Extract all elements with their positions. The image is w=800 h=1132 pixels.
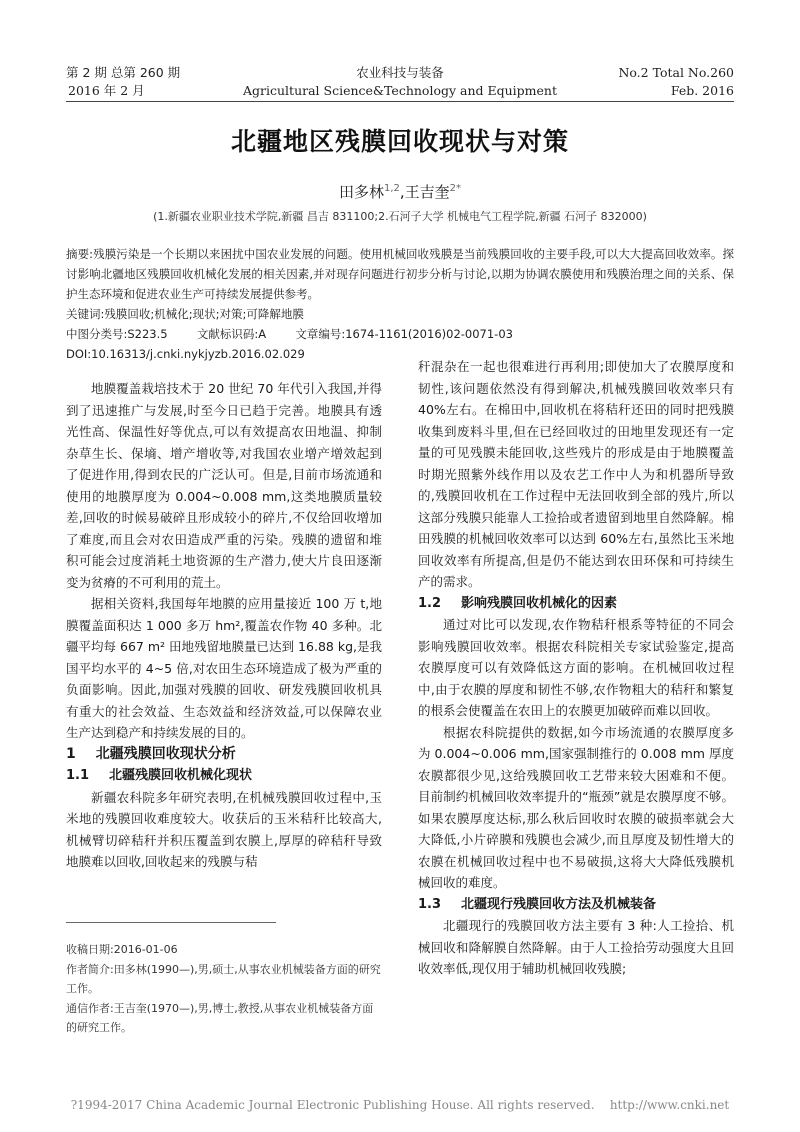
paper-title: 北疆地区残膜回收现状与对策 xyxy=(230,127,569,156)
section-1-2-number: 1.2 xyxy=(418,595,442,611)
right-paragraph-1: 秆混杂在一起也很难进行再利用;即使加大了农膜厚度和韧性,该问题依然没有得到解决,机械残膜回收效率只有 40%左右。在棉田中,回收机在将秸秆还田的同时把残膜收集到废料斗里,但在已经回收过的田地里发现还有一定量的可见残膜未能回收,这些残片的形成是由于地膜覆盖时期光照紫外线作用以及农艺工作中人为和机器所导致的,残膜回收机在工作过程中无法回收到全部的残片,所以这部分残膜只能靠人工捡拾或者遗留到地里自然降解。棉田残膜的机械回收效率可以达到 60%左右,虽然比玉米地回收效率有所提高,但是仍不能达到农田环保和可持续生产的需求。 xyxy=(418,359,734,589)
footnote-block xyxy=(66,940,382,1038)
header-date-cn: 2016 年 2 月 xyxy=(68,83,145,98)
header-issue-block xyxy=(66,64,266,100)
section-1-1-heading xyxy=(66,765,382,787)
header-divider xyxy=(66,101,734,102)
author-separator: , xyxy=(399,183,405,201)
page-footer: ?1994-2017 China Academic Journal Electronic Publishing House. All rights reserved. http://www.cnki.net xyxy=(70,1098,730,1112)
footnote-author-intro: 作者简介:田多林(1990—),男,硕士,从事农业机械装备方面的研究工作。 xyxy=(66,962,381,995)
left-paragraph-1: 地膜覆盖栽培技术于 20 世纪 70 年代引入我国,并得到了迅速推广与发展,时至今日已趋于完善。地膜具有透光性高、保温性好等优点,可以有效提高农田地温、抑制杂草生长、保墒、增产增收等,对我国农业增产增效起到了促进作用,得到农民的广泛认可。但是,目前市场流通和使用的地膜厚度为 0.004~0.008 mm,这类地膜质量较差,回收的时候易破碎且形成较小的碎片,不仅给回收增加了难度,而且会对农田造成严重的污染。残膜的遗留和堆积可能会过度消耗土地资源的生产潜力,使大片良田逐渐变为贫瘠的不可利用的荒土。 xyxy=(66,381,382,590)
author-1-affil: 1,2 xyxy=(383,183,400,194)
affiliation: (1.新疆农业职业技术学院,新疆 昌吉 831100;2.石河子大学 机械电气工程学院,新疆 石河子 832000) xyxy=(153,210,647,223)
body-left-column xyxy=(66,378,382,873)
classification-line: 中图分类号:S223.5 文献标识码:A 文章编号:1674-1161(2016)02-0071-03 xyxy=(66,327,513,341)
doi: DOI:10.16313/j.cnki.nykjyzb.2016.02.029 xyxy=(66,347,305,361)
left-paragraph-3: 新疆农科院多年研究表明,在机械残膜回收过程中,玉米地的残膜回收难度较大。收获后的玉米秸秆比较高大,机械臂切碎秸秆并积压覆盖到农膜上,厚厚的碎秸秆导致地膜难以回收,回收起来的残膜与秸 xyxy=(66,789,382,869)
header-issue-en: No.2 Total No.260 xyxy=(618,65,734,80)
author-2: 王吉奎 xyxy=(404,183,450,201)
author-2-affil: 2* xyxy=(449,183,462,194)
section-1-1-title: 北疆残膜回收机械化现状 xyxy=(109,768,253,783)
abstract-block xyxy=(66,244,734,364)
section-1-number: 1 xyxy=(66,745,76,762)
body-right-column xyxy=(418,356,734,980)
header-journal-cn: 农业科技与装备 xyxy=(356,65,444,80)
section-1-heading xyxy=(66,744,382,766)
right-paragraph-3: 根据农科院提供的数据,如今市场流通的农膜厚度多为 0.004~0.006 mm,国家强制推行的 0.008 mm 厚度农膜都很少见,这给残膜回收工艺带来较大困难和不便。目前制约机械回收效率提升的“瓶颈”就是农膜厚度不够。如果农膜厚度达标,那么秋后回收时农膜的破损率就会大大降低,小片碎膜和残膜也会减少,而且厚度及韧性增大的农膜在机械回收过程中也不易破损,这将大大降低残膜机械回收的难度。 xyxy=(418,724,734,890)
section-1-title: 北疆残膜回收现状分析 xyxy=(95,745,236,762)
keywords: 关键词:残膜回收;机械化;现状;对策;可降解地膜 xyxy=(66,307,304,321)
header-issue-cn: 第 2 期 总第 260 期 xyxy=(66,65,181,80)
header-journal-en: Agricultural Science&Technology and Equipment xyxy=(243,83,557,98)
header-date-en: Feb. 2016 xyxy=(670,83,734,98)
right-paragraph-4: 北疆现行的残膜回收方法主要有 3 种:人工捡拾、机械回收和降解膜自然降解。由于人工捡拾劳动强度大且回收效率低,现仅用于辅助机械回收残膜; xyxy=(418,918,734,976)
author-1: 田多林 xyxy=(338,183,384,201)
abstract-text: 摘要:残膜污染是一个长期以来困扰中国农业发展的问题。使用机械回收残膜是当前残膜回收的主要手段,可以大大提高回收效率。探讨影响北疆地区残膜回收机械化发展的相关因素,并对现存问题进行初步分析与讨论,以期为协调农膜使用和残膜治理之间的关系、保护生态环境和促进农业生产可持续发展提供参考。 xyxy=(66,247,734,301)
section-1-3-number: 1.3 xyxy=(418,896,442,912)
section-1-1-number: 1.1 xyxy=(66,768,90,783)
header-journal-block xyxy=(240,64,560,100)
footnote-divider xyxy=(66,922,276,923)
left-paragraph-2: 据相关资料,我国每年地膜的应用量接近 100 万 t,地膜覆盖面积达 1 000 多万 hm²,覆盖农作物 40 多种。北疆平均每 667 m² 田地残留地膜量已达到 16.88 kg,是我国平均水平的 4~5 倍,对农田生态环境造成了极为严重的负面影响。因此,加强对残膜的回收、研发残膜回收机具有重大的社会效益、生态效益和经济效益,可以保障农业生产达到稳产和持续发展的目的。 xyxy=(66,596,382,740)
right-paragraph-2: 通过对比可以发现,农作物秸秆根系等特征的不同会影响残膜回收效率。根据农科院相关专家试验鉴定,提高农膜厚度可以有效降低这方面的影响。在机械回收过程中,由于农膜的厚度和韧性不够,农作物粗大的秸秆和繁复的根系会使覆盖在农田上的农膜更加破碎而难以回收。 xyxy=(418,617,734,718)
header-issue-en-block xyxy=(556,64,734,100)
author-line xyxy=(66,181,734,202)
section-1-2-heading xyxy=(418,593,734,615)
section-1-3-heading xyxy=(418,894,734,916)
footnote-corresponding: 通信作者:王吉奎(1970—),男,博士,教授,从事农业机械装备方面的研究工作。 xyxy=(66,1001,374,1034)
section-1-3-title: 北疆现行残膜回收方法及机械装备 xyxy=(461,896,657,912)
footnote-received: 收稿日期:2016-01-06 xyxy=(66,943,178,956)
section-1-2-title: 影响残膜回收机械化的因素 xyxy=(461,595,618,611)
